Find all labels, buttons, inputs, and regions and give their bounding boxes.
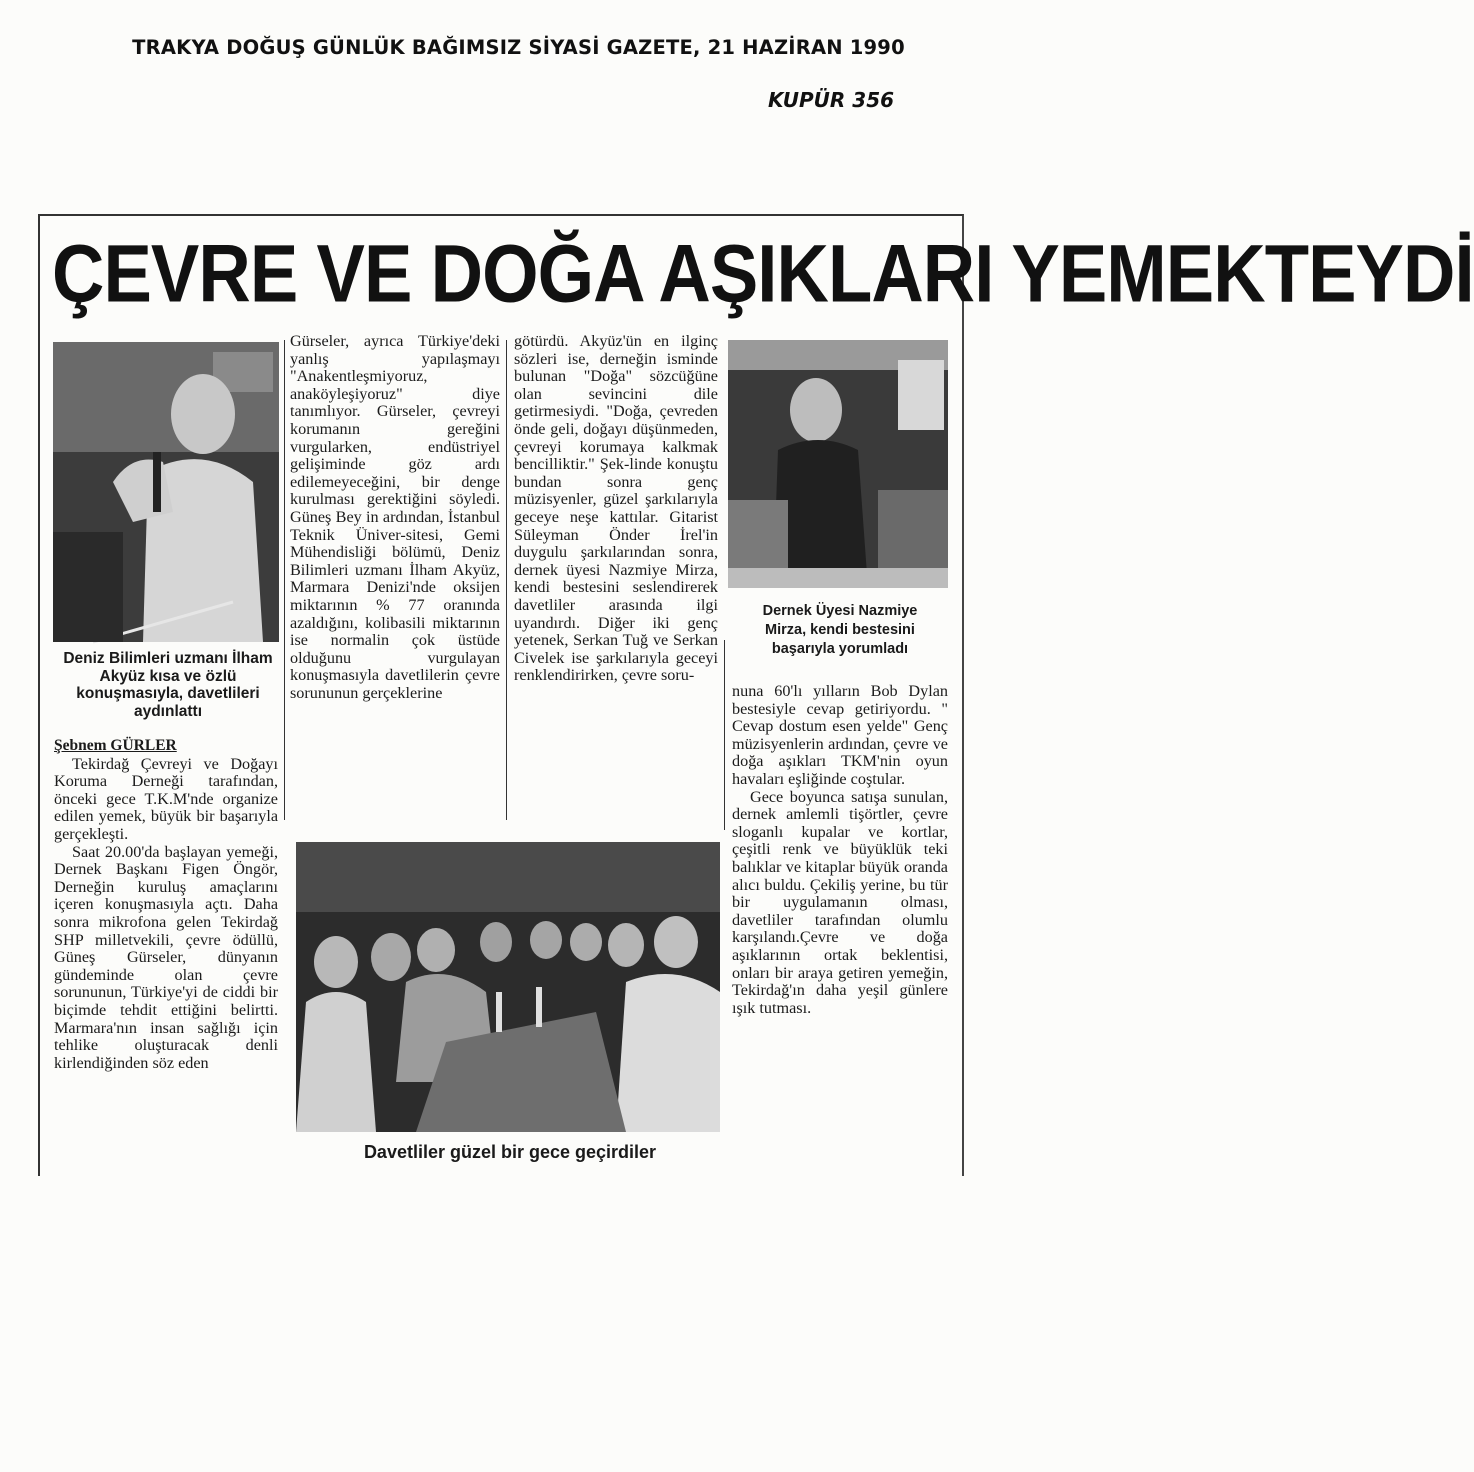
byline: Şebnem GÜRLER [54, 737, 177, 754]
column-rule-3 [724, 640, 725, 830]
article-column-1 [54, 737, 278, 1072]
photo1-caption: Deniz Bilimleri uzmanı İlham Akyüz kısa ve özlü konuşmasıyla, davetlileri aydınlattı [63, 650, 273, 720]
photo-singer-mirza [728, 340, 948, 588]
article-column-4 [732, 683, 948, 1017]
column4-paragraph1: nuna 60'lı yılların Bob Dylan bestesiyle cevap getiriyordu. " Cevap dostum esen yelde" Genç müzisyenlerin ardından, çevre ve doğa aşıkları TKM'nin oyun havaları eşliğinde coştular. [732, 682, 948, 788]
column2-text: Gürseler, ayrıca Türkiye'deki yanlış yapılaşmayı "Anakentleşmiyoruz, anaköyleşiyoruz" diye tanımlıyor. Gürseler, çevreyi korumanın gereğini vurgularken, endüstriyel gelişiminde göz ardı edilemeyeceğini, bir denge kurulması gerektiğini söyledi. Güneş Bey in ardından, İstanbul Teknik Üniver-sitesi, Gemi Mühendisliği bölümü, Deniz Bilimleri uzmanı İlham Akyüz, Marmara Denizi'nde oksijen miktarının % 77 oranında azaldığını, kolibasili miktarının ise normalin çok üstüde olduğunu vurgulayan konuşmasıyla davetlilerin çevre sorununun gerçeklerine [290, 332, 500, 702]
column3-text: götürdü. Akyüz'ün en ilginç sözleri ise, derneğin isminde bulunan "Doğa" sözcüğüne olan sevincini dile getirmesiydi. "Doğa, çevreden önde geli, doğayı düşünmeden, çevreyi korumaya kalkmak bencilliktir." Şek-linde konuştu bundan sonra genç müzisyenler, güzel şarkılarıyla geceye neşe kattılar. Gitarist Süleyman Önder İrel'in duygulu şarkılarından sonra, dernek üyesi Nazmiye Mirza, kendi bestesini seslendirerek davetliler arasında ilgi uyandırdı. Diğer iki genç yetenek, Serkan Tuğ ve Serkan Civelek ise şarkılarıyla geceyi renklendirirken, çevre soru- [514, 332, 718, 685]
column4-paragraph2: Gece boyunca satışa sunulan, dernek amlemli tişörtler, çevre sloganlı kupalar ve kortlar, çeşitli renk ve büyüklük teki balıklar ve kitaplar büyük oranda alıcı buldu. Çekiliş yerine, bu tür bir uygulamanın olması, davetliler tarafından olumlu karşılandı.Çevre ve doğa aşıklarının ortak beklentisi, onları bir araya getiren yemeğin, Tekirdağ'ın daha yeşil günlere ışık tutması. [732, 787, 948, 1017]
column-rule-2 [506, 340, 507, 820]
column1-paragraph1: Tekirdağ Çevreyi ve Doğayı Koruma Derneği tarafından, önceki gece T.K.M'nde organize edilen yemek, büyük bir başarıyla gerçekleşti. [54, 754, 278, 843]
newspaper-header: TRAKYA DOĞUŞ GÜNLÜK BAĞIMSIZ SİYASİ GAZETE, 21 HAZİRAN 1990 [132, 36, 905, 59]
clipping-number: KUPÜR 356 [768, 88, 895, 112]
article-column-3 [514, 333, 718, 685]
photo-dinner-guests [296, 842, 720, 1132]
photo2-caption: Dernek Üyesi Nazmiye Mirza, kendi bestesini başarıyla yorumladı [762, 603, 918, 657]
photo3-caption: Davetliler güzel bir gece geçirdiler [363, 1142, 657, 1162]
column1-paragraph2: Saat 20.00'da başlayan yemeği, Dernek Başkanı Figen Öngör, Derneğin kuruluş amaçlarını içeren konuşmasıyla açtı. Daha sonra mikrofona gelen Tekirdağ SHP milletvekili, çevre ödüllü, Güneş Gürseler, dünyanın gündeminde olan çevre sorununun, Türkiye'yi de ciddi bir biçimde tehdit ettiğini belirtti. Marmara'nın insan sağlığı için tehlike oluşturacak denli kirlendiğinden söz eden [54, 842, 278, 1072]
column-rule-1 [284, 340, 285, 820]
article-column-2 [290, 333, 500, 702]
headline: ÇEVRE VE DOĞA AŞIKLARI YEMEKTEYDİ [52, 227, 1474, 320]
photo-speaker-akyuz [53, 342, 279, 642]
